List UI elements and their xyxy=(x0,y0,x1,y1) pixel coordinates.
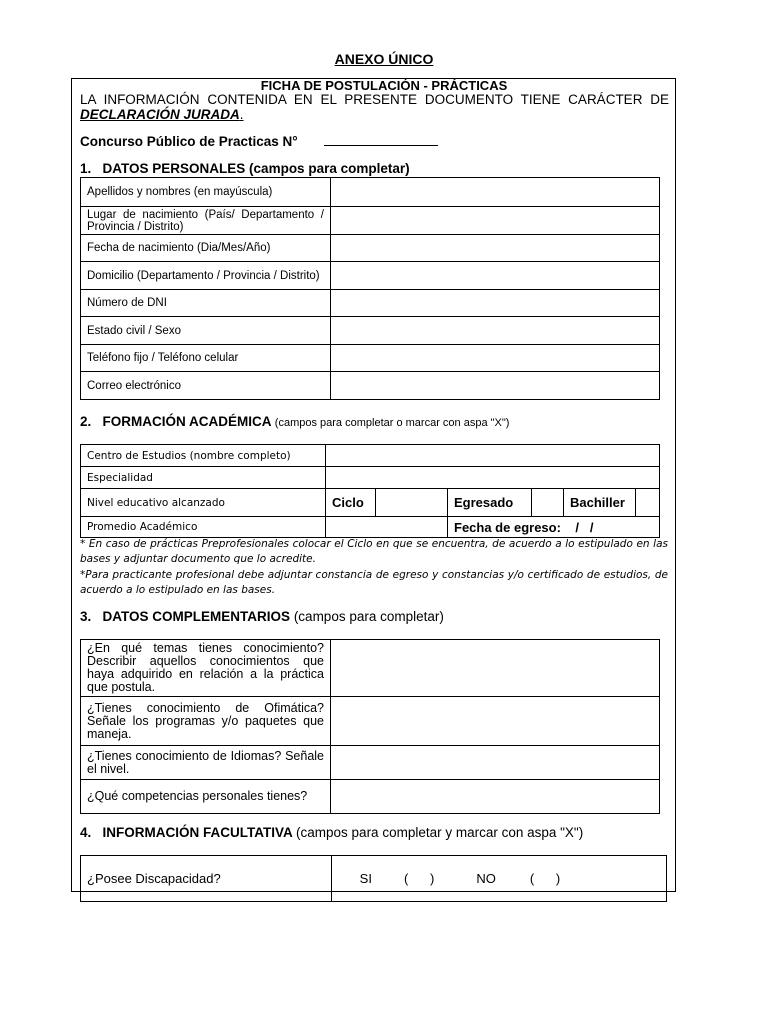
input-promedio[interactable] xyxy=(326,517,448,538)
declaration-text: LA INFORMACIÓN CONTENIDA EN EL PRESENTE DOCUMENTO TIENE CARÁCTER DE xyxy=(80,92,669,107)
input-temas-conocimiento[interactable] xyxy=(331,640,660,697)
label-lugar-nacimiento: Lugar de nacimiento (País/ Departamento / Provincia / Distrito) xyxy=(81,207,331,235)
section-3-heading: 3. DATOS COMPLEMENTARIOS (campos para completar) xyxy=(80,609,444,624)
document-title: ANEXO ÚNICO xyxy=(334,51,434,67)
input-competencias[interactable] xyxy=(331,780,660,814)
option-no-label: NO xyxy=(476,871,496,886)
label-idiomas: ¿Tienes conocimiento de Idiomas? Señale el nivel. xyxy=(81,746,331,780)
label-fecha-nacimiento: Fecha de nacimiento (Dia/Mes/Año) xyxy=(81,235,331,262)
input-apellidos[interactable] xyxy=(331,178,660,207)
input-ofimatica[interactable] xyxy=(331,697,660,746)
label-telefonos: Teléfono fijo / Teléfono celular xyxy=(81,345,331,372)
label-bachiller: Bachiller xyxy=(564,489,636,517)
label-centro-estudios: Centro de Estudios (nombre completo) xyxy=(81,445,326,467)
academic-table xyxy=(80,444,660,538)
label-ciclo: Ciclo xyxy=(326,489,376,517)
checkbox-bachiller[interactable] xyxy=(636,489,660,517)
input-estado-civil-sexo[interactable] xyxy=(331,317,660,345)
label-discapacidad: ¿Posee Discapacidad? xyxy=(81,856,332,902)
input-dni[interactable] xyxy=(331,290,660,317)
personal-data-table xyxy=(80,177,660,400)
label-dni: Número de DNI xyxy=(81,290,331,317)
form-heading: FICHA DE POSTULACIÓN - PRÁCTICAS xyxy=(260,78,508,93)
label-especialidad: Especialidad xyxy=(81,467,326,489)
label-domicilio: Domicilio (Departamento / Provincia / Distrito) xyxy=(81,262,331,290)
disability-table xyxy=(80,855,667,902)
section-4-heading: 4. INFORMACIÓN FACULTATIVA (campos para completar y marcar con aspa "X") xyxy=(80,825,584,840)
note-profesional: *Para practicante profesional debe adjuntar constancia de egreso y constancias y/o certificado de estudios, de acuerdo a lo estipulado en las bases. xyxy=(80,569,668,596)
label-correo: Correo electrónico xyxy=(81,372,331,400)
option-no-box[interactable]: ( ) xyxy=(529,871,561,886)
option-si-box[interactable]: ( ) xyxy=(403,871,435,886)
section-2-heading: 2. FORMACIÓN ACADÉMICA (campos para completar o marcar con aspa "X") xyxy=(80,414,510,429)
input-ciclo[interactable] xyxy=(376,489,448,517)
declaration-emphasis: DECLARACIÓN JURADA. xyxy=(80,107,244,122)
concurso-number-field[interactable] xyxy=(324,133,438,146)
input-lugar-nacimiento[interactable] xyxy=(331,207,660,235)
note-preprofesionales: * En caso de prácticas Preprofesionales colocar el Ciclo en que se encuentra, de acuerdo a lo estipulado en las bases y adjuntar documento que lo acredite. xyxy=(80,538,668,565)
input-centro-estudios[interactable] xyxy=(326,445,660,467)
label-competencias: ¿Qué competencias personales tienes? xyxy=(81,780,331,814)
input-correo[interactable] xyxy=(331,372,660,400)
label-apellidos: Apellidos y nombres (en mayúscula) xyxy=(81,178,331,207)
input-especialidad[interactable] xyxy=(326,467,660,489)
label-fecha-egreso[interactable]: Fecha de egreso: / / xyxy=(448,517,660,538)
label-temas-conocimiento: ¿En qué temas tienes conocimiento? Describir aquellos conocimientos que haya adquirido en relación a la práctica que postula. xyxy=(81,640,331,697)
disability-options xyxy=(332,856,667,902)
input-idiomas[interactable] xyxy=(331,746,660,780)
input-telefonos[interactable] xyxy=(331,345,660,372)
input-fecha-nacimiento[interactable] xyxy=(331,235,660,262)
section-1-heading: 1. DATOS PERSONALES (campos para completar) xyxy=(80,161,410,176)
complementary-table xyxy=(80,639,660,814)
label-ofimatica: ¿Tienes conocimiento de Ofimática? Señale los programas y/o paquetes que maneja. xyxy=(81,697,331,746)
label-egresado: Egresado xyxy=(448,489,532,517)
label-estado-civil-sexo: Estado civil / Sexo xyxy=(81,317,331,345)
option-si-label: SI xyxy=(359,871,372,886)
input-domicilio[interactable] xyxy=(331,262,660,290)
checkbox-egresado[interactable] xyxy=(532,489,564,517)
concurso-label: Concurso Público de Practicas N° xyxy=(80,133,438,149)
label-nivel-educativo: Nivel educativo alcanzado xyxy=(81,489,326,517)
label-promedio: Promedio Académico xyxy=(81,517,326,538)
